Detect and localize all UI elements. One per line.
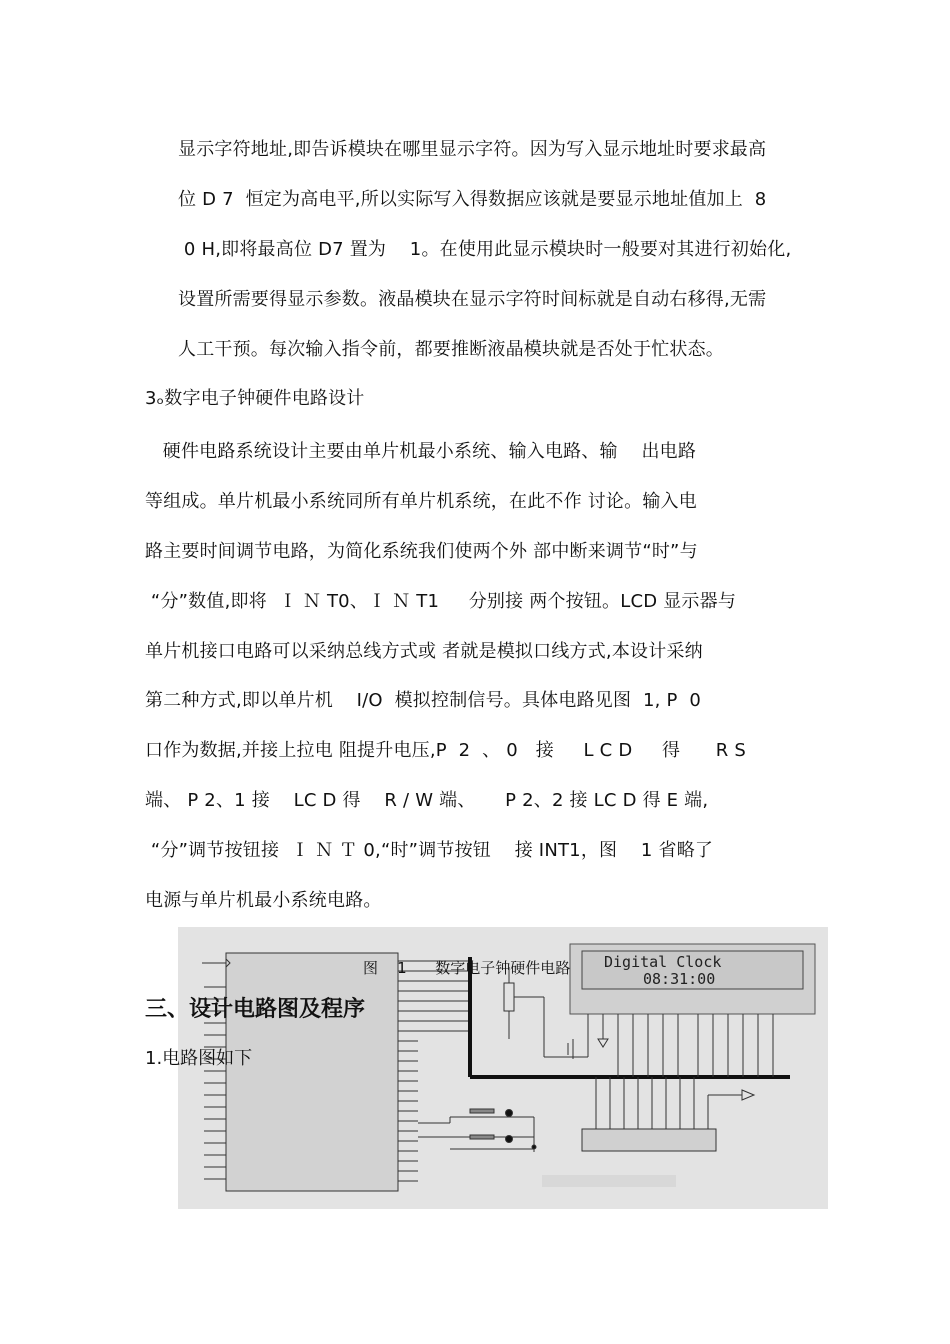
lcd-pins — [588, 1014, 773, 1077]
mcu-right-pins — [398, 961, 470, 1181]
paragraph-line: 端、 P 2、1 接 LC D 得 R / W 端、 P 2、2 接 LC D 得 E 端, — [145, 790, 709, 811]
subheading: 1.电路图如下 — [145, 1048, 253, 1069]
paragraph-line: 人工干预。每次输入指令前，都要推断液晶模块就是否处于忙状态。 — [178, 339, 724, 360]
paragraph-line: 第二种方式,即以单片机 I/O 模拟控制信号。具体电路见图 1, P 0 — [145, 690, 702, 711]
paragraph-line: 0 H,即将最高位 D7 置为 1。在使用此显示模块时一般要对其进行初始化, — [178, 239, 792, 260]
figure-caption: 图 1 数字电子钟硬件电路 — [363, 959, 571, 977]
paragraph-line: “分”调节按钮接 Ｉ Ｎ Ｔ 0,“时”调节按钮 接 INT1，图 1 省略了 — [145, 840, 714, 861]
lcd-line-1: Digital Clock — [604, 953, 722, 971]
vcc-icon — [742, 1090, 754, 1100]
potentiometer — [504, 983, 514, 1011]
section-title: 3ₒ数字电子钟硬件电路设计 — [145, 388, 365, 409]
paragraph-line: 硬件电路系统设计主要由单片机最小系统、输入电路、输 出电路 — [145, 441, 697, 462]
resistor-pack — [582, 1129, 716, 1151]
section-heading: 三、设计电路图及程序 — [145, 997, 366, 1022]
paragraph-line: “分”数值,即将 Ｉ Ｎ T0、Ｉ Ｎ T1 分别接 两个按钮。LCD 显示器与 — [145, 591, 737, 612]
paragraph-line: 等组成。单片机最小系统同所有单片机系统，在此不作 讨论。输入电 — [145, 491, 697, 512]
lcd-line-2: 08:31:00 — [643, 970, 716, 988]
push-buttons — [418, 1109, 536, 1152]
circuit-diagram — [178, 927, 828, 1209]
mcu-chip — [226, 953, 398, 1191]
paragraph-line: 口作为数据,并接上拉电 阻提升电压,P 2 、 0 接 L C D 得 R S — [145, 740, 746, 761]
ground-icon — [598, 1039, 608, 1047]
paragraph-line: 设置所需要得显示参数。液晶模块在显示字符时间标就是自动右移得,无需 — [178, 289, 767, 310]
paragraph-line: 显示字符地址,即告诉模块在哪里显示字符。因为写入显示地址时要求最高 — [178, 139, 767, 160]
paragraph-line: 路主要时间调节电路，为简化系统我们使两个外 部中断来调节“时”与 — [145, 541, 698, 562]
paragraph-line: 电源与单片机最小系统电路。 — [145, 890, 382, 911]
paragraph-line: 位 D 7 恒定为高电平,所以实际写入得数据应该就是要显示地址值加上 8 — [178, 189, 767, 210]
paragraph-line: 单片机接口电路可以采纳总线方式或 者就是模拟口线方式,本设计采纳 — [145, 641, 703, 662]
